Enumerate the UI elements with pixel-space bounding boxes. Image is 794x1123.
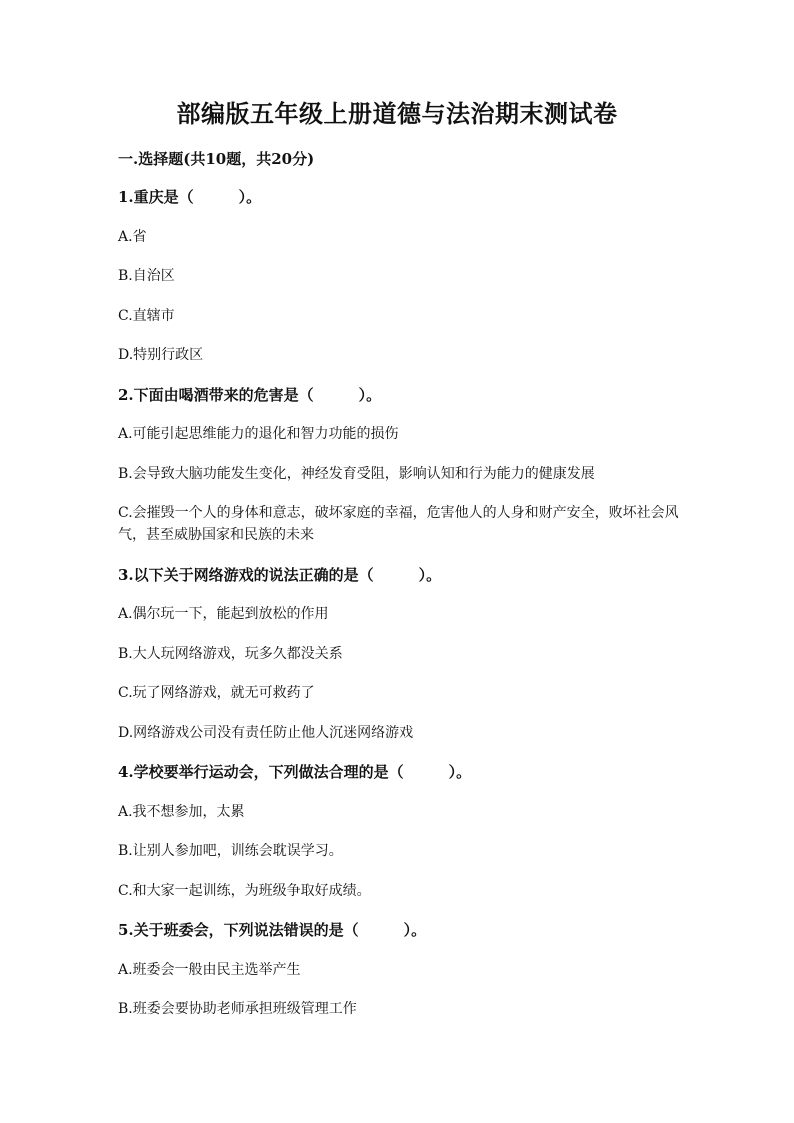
question-list [118,186,688,1038]
option: A.可能引起思维能力的退化和智力功能的损伤 [118,426,399,442]
option: B.会导致大脑功能发生变化，神经发育受阻，影响认知和行为能力的健康发展 [118,465,595,482]
option: D.特别行政区 [118,347,204,363]
option: C.玩了网络游戏，就无可救药了 [118,685,315,701]
option: A.我不想参加，太累 [118,803,245,820]
option: D.网络游戏公司没有责任防止他人沉迷网络游戏 [118,724,414,741]
option: B.班委会要协助老师承担班级管理工作 [118,1001,357,1017]
question-stem: 4.学校要举行运动会，下列做法合理的是（ ）。 [118,763,472,781]
option: B.大人玩网络游戏，玩多久都没关系 [118,645,343,662]
question-stem: 3.以下关于网络游戏的说法正确的是（ ）。 [118,565,442,584]
option: C.会摧毁一个人的身体和意志，破坏家庭的幸福，危害他人的人身和财产安全，败坏社会风气，甚至威胁国家和民族的未来 [118,505,679,543]
option: A.班委会一般由民主选举产生 [118,961,301,978]
question-stem: 5.关于班委会，下列说法错误的是（ ）。 [118,921,427,939]
page-title: 部编版五年级上册道德与法治期末测试卷 [176,99,618,128]
option: C.和大家一起训练，为班级争取好成绩。 [118,882,371,899]
option: B.自治区 [118,268,175,284]
section-heading: 一.选择题(共10题，共20分) [118,150,315,168]
option: C.直辖市 [118,307,175,324]
option: A.省 [118,228,147,245]
option: A.偶尔玩一下，能起到放松的作用 [118,606,329,622]
option: B.让别人参加吧，训练会耽误学习。 [118,843,343,859]
question-stem: 1.重庆是（ ）。 [118,188,262,206]
question-stem: 2.下面由喝酒带来的危害是（ ）。 [118,385,382,404]
